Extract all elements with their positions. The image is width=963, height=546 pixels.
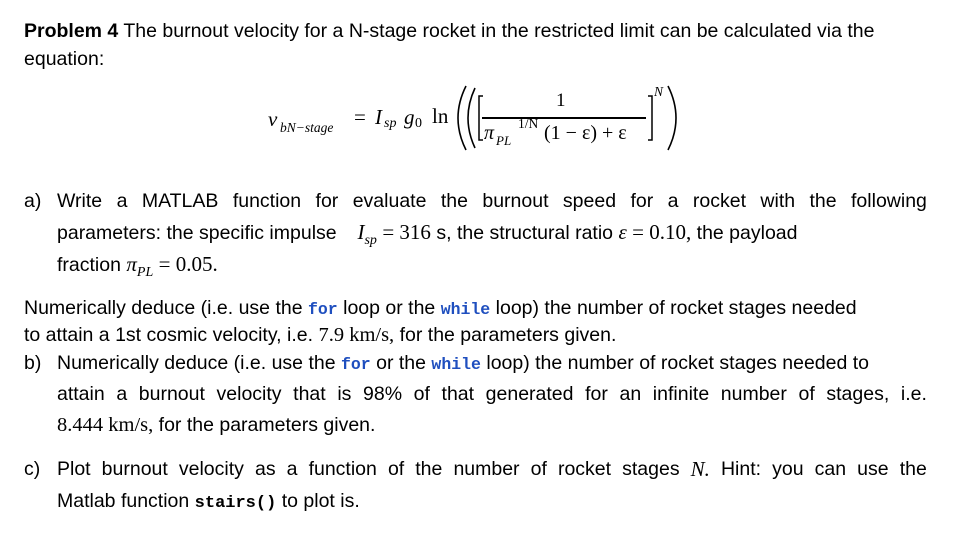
- part-a-word: for: [315, 190, 339, 212]
- part-a-word: a: [667, 190, 679, 212]
- part-a-epsilon-value: = 0.10,: [632, 220, 692, 244]
- eq-equals: =: [354, 105, 366, 129]
- part-a-isp-value: = 316: [382, 220, 431, 244]
- part-c-word: stages: [622, 458, 680, 480]
- while-keyword: while: [440, 300, 491, 319]
- part-c-word: of: [387, 458, 405, 480]
- part-b-word: velocity: [216, 383, 282, 405]
- part-a-text-3: the payload: [696, 222, 798, 244]
- eq-isp-sub: sp: [384, 116, 397, 131]
- part-b-word: burnout: [138, 383, 205, 405]
- part-a-word: Write: [57, 190, 103, 212]
- part-c-word: Hint:: [720, 458, 762, 480]
- part-b-word: generated: [485, 383, 574, 405]
- part-b-word: that: [293, 383, 326, 405]
- problem-intro-line1: [24, 19, 875, 43]
- part-c-word: as: [254, 458, 276, 480]
- eq-den-rest: (1 − ε) + ε: [544, 122, 627, 144]
- numerically-text-1: Numerically deduce (i.e. use the: [24, 297, 303, 319]
- eq-ln: ln: [432, 104, 449, 128]
- eq-den-pi-sub: PL: [496, 133, 512, 148]
- eq-den-exp: 1/N: [518, 116, 539, 131]
- part-c-word: burnout: [101, 458, 168, 480]
- part-c-word: rocket: [557, 458, 612, 480]
- part-a-pi: π: [126, 252, 137, 276]
- part-b-word: infinite: [652, 383, 710, 405]
- part-a-word: following: [851, 190, 927, 212]
- part-b-word: is: [337, 383, 352, 405]
- numerically-text-4: to attain a 1st cosmic velocity, i.e.: [24, 324, 314, 346]
- part-c-word: of: [530, 458, 547, 480]
- part-a-word: burnout: [482, 190, 549, 212]
- part-b-line3: [57, 413, 375, 437]
- stairs-function: stairs(): [194, 494, 277, 513]
- part-a-pi-value: = 0.05.: [158, 252, 218, 276]
- eq-fraction-bar: [482, 117, 646, 119]
- part-b-word: attain: [57, 383, 105, 405]
- part-a-word: with: [760, 190, 796, 212]
- part-b-text-2: or the: [376, 352, 426, 374]
- part-c-word: the: [899, 458, 927, 480]
- part-a-word: the: [440, 190, 468, 212]
- eq-g0-sub: 0: [415, 116, 422, 131]
- part-c-word: N.: [690, 457, 710, 481]
- part-a-word: MATLAB: [141, 190, 219, 212]
- while-keyword-b: while: [431, 355, 481, 374]
- part-a-isp-sub: sp: [364, 233, 377, 248]
- part-a-epsilon: ε: [618, 220, 627, 244]
- numerically-line2: [24, 323, 616, 347]
- part-a-word: evaluate: [352, 190, 427, 212]
- numerically-text-2: loop or the: [343, 297, 436, 319]
- numerically-text-5: for the parameters given.: [399, 324, 617, 346]
- part-c-label: c): [24, 458, 41, 480]
- problem-intro-line2: [24, 47, 104, 71]
- part-a-line1: [57, 189, 927, 213]
- part-a-line2: [57, 220, 927, 248]
- eq-numerator: 1: [556, 90, 566, 111]
- part-a-text-4: fraction: [57, 254, 121, 276]
- part-a-line3: [57, 252, 218, 280]
- numerically-line1: [24, 296, 857, 322]
- eq-lhs-sub: bN−stage: [280, 120, 334, 135]
- burnout-velocity-value: 8.444 km/s,: [57, 414, 154, 436]
- problem-intro-text: The burnout velocity for a N-stage rocket in the restricted limit can be calculated via the: [123, 20, 875, 42]
- part-c-word: number: [453, 458, 520, 480]
- part-a-isp: I: [357, 220, 365, 244]
- part-b-label: b): [24, 352, 42, 374]
- part-a-pi-sub: PL: [136, 265, 154, 280]
- part-b-word: i.e.: [900, 383, 927, 405]
- part-c-word: the: [415, 458, 443, 480]
- part-c-word: a: [286, 458, 298, 480]
- part-c-word: velocity: [178, 458, 244, 480]
- part-c-word: Plot: [57, 458, 91, 480]
- part-b-line1: [57, 351, 869, 377]
- eq-isp: I: [375, 105, 382, 129]
- part-b-word: of: [413, 383, 430, 405]
- eq-outer-exp: N: [654, 84, 664, 99]
- part-c-word: can: [814, 458, 847, 480]
- part-c-text-1: Matlab function: [57, 490, 190, 512]
- part-b-word: a: [116, 383, 128, 405]
- part-a-word: a: [116, 190, 128, 212]
- problem-intro-text-2: equation:: [24, 48, 105, 70]
- eq-g0: g: [404, 105, 415, 129]
- part-a-word: for: [630, 190, 654, 212]
- for-keyword: for: [307, 300, 338, 319]
- eq-lhs-var: v: [268, 107, 278, 131]
- part-b-word: number: [720, 383, 787, 405]
- eq-den-pi: π: [484, 122, 495, 144]
- part-a-word: rocket: [692, 190, 746, 212]
- burnout-velocity-equation: [262, 78, 702, 158]
- part-c-word: you: [772, 458, 804, 480]
- part-c-word: function: [308, 458, 377, 480]
- part-a-word: speed: [562, 190, 617, 212]
- part-b-word: an: [619, 383, 642, 405]
- for-keyword-b: for: [340, 355, 371, 374]
- part-b-text-1: Numerically deduce (i.e. use the: [57, 352, 336, 374]
- part-c-line2: [57, 489, 360, 516]
- part-a-word: the: [809, 190, 837, 212]
- numerically-text-3: loop) the number of rocket stages needed: [495, 297, 857, 319]
- cosmic-velocity-value: 7.9 km/s,: [318, 324, 395, 346]
- part-b-text-4: for the parameters given.: [158, 414, 376, 436]
- part-b-word: stages,: [826, 383, 890, 405]
- part-a-text-1: parameters: the specific impulse: [57, 222, 337, 244]
- part-a-label: a): [24, 190, 42, 212]
- part-c-text-2: to plot is.: [281, 490, 360, 512]
- part-a-text-2: s, the structural ratio: [436, 222, 614, 244]
- problem-number: Problem 4: [24, 20, 119, 42]
- part-c-line1: [57, 457, 927, 481]
- part-b-word: 98%: [363, 383, 403, 405]
- part-b-word: of: [798, 383, 815, 405]
- part-c-word: use: [857, 458, 889, 480]
- part-b-text-3: loop) the number of rocket stages needed to: [486, 352, 870, 374]
- part-a-word: function: [232, 190, 302, 212]
- part-b-word: that: [441, 383, 475, 405]
- part-b-line2: [57, 382, 927, 406]
- part-b-word: for: [585, 383, 608, 405]
